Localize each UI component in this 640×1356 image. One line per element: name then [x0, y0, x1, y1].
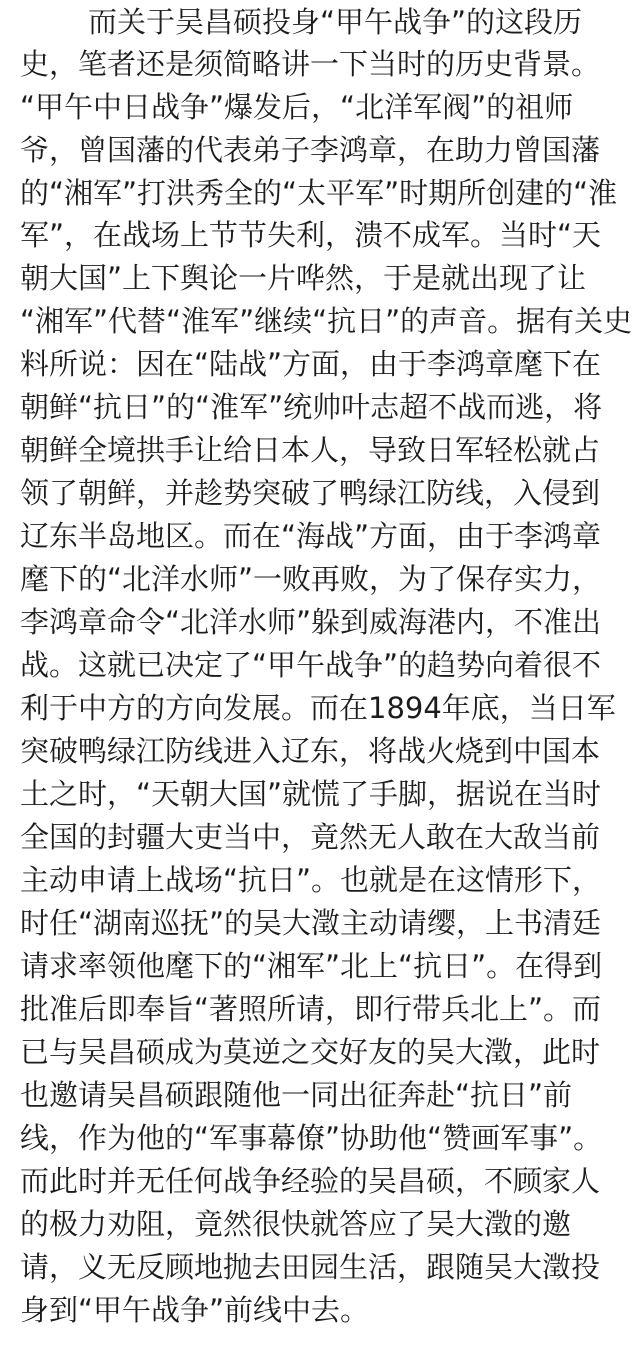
text-line: 主动申请上战场“抗日”。也就是在这情形下，	[20, 863, 602, 897]
text-line: 突破鸭绿江防线进入辽东，将战火烧到中国本	[20, 734, 601, 768]
text-line: 已与吴昌硕成为莫逆之交好友的吴大澂，此时	[20, 1035, 601, 1069]
text-line: 爷，曾国藩的代表弟子李鸿章，在助力曾国藩	[20, 133, 601, 167]
text-line: 而关于吴昌硕投身“甲午战争”的这段历	[88, 5, 583, 39]
text-line: 的极力劝阻，竟然很快就答应了吴大澂的邀	[20, 1207, 572, 1241]
text-line: 而此时并无任何战争经验的吴昌硕，不顾家人	[20, 1164, 601, 1198]
text-line: 辽东半岛地区。而在“海战”方面，由于李鸿章	[20, 519, 602, 553]
text-line: 李鸿章命令“北洋水师”躲到威海港内，不准出	[20, 605, 602, 639]
text-line: 线，作为他的“军事幕僚”协助他“赞画军事”。	[20, 1121, 603, 1155]
text-line: 的“湘军”打洪秀全的“太平军”时期所创建的“淮	[20, 176, 618, 210]
text-line: 领了朝鲜，并趁势突破了鸭绿江防线，入侵到	[20, 476, 601, 510]
text-line: 批准后即奉旨“著照所请，即行带兵北上”。而	[20, 992, 602, 1026]
text-line: “湘军”代替“淮军”继续“抗日”的声音。据有关史	[20, 304, 633, 338]
text-line: 请求率领他麾下的“湘军”北上“抗日”。在得到	[20, 949, 603, 983]
text-line: 土之时，“天朝大国”就慌了手脚，据说在当时	[20, 777, 602, 811]
text-line: 朝鲜全境拱手让给日本人，导致日军轻松就占	[20, 433, 601, 467]
text-line: 时任“湖南巡抚”的吴大澂主动请缨，上书清廷	[20, 906, 602, 940]
text-line: 也邀请吴昌硕跟随他一同出征奔赴“抗日”前	[20, 1078, 573, 1112]
text-line: 史，笔者还是须简略讲一下当时的历史背景。	[20, 47, 601, 81]
text-line: 朝大国”上下舆论一片哗然，于是就出现了让	[20, 261, 587, 295]
text-line: 料所说：因在“陆战”方面，由于李鸿章麾下在	[20, 347, 602, 381]
text-line: 军”，在战场上节节失利，溃不成军。当时“天	[20, 218, 602, 252]
text-line: 利于中方的方向发展。而在1894年底，当日军	[20, 691, 616, 725]
text-line: 全国的封疆大吏当中，竟然无人敢在大敌当前	[20, 820, 601, 854]
text-line: 请，义无反顾地抛去田园生活，跟随吴大澂投	[20, 1250, 601, 1284]
text-line: 战。这就已决定了“甲午战争”的趋势向着很不	[20, 648, 602, 682]
text-line: 朝鲜“抗日”的“淮军”统帅叶志超不战而逃，将	[20, 390, 603, 424]
text-line: 麾下的“北洋水师”一败再败，为了保存实力，	[20, 562, 602, 596]
text-line: “甲午中日战争”爆发后，“北洋军阀”的祖师	[20, 90, 574, 124]
text-line: 身到“甲午战争”前线中去。	[20, 1293, 370, 1327]
